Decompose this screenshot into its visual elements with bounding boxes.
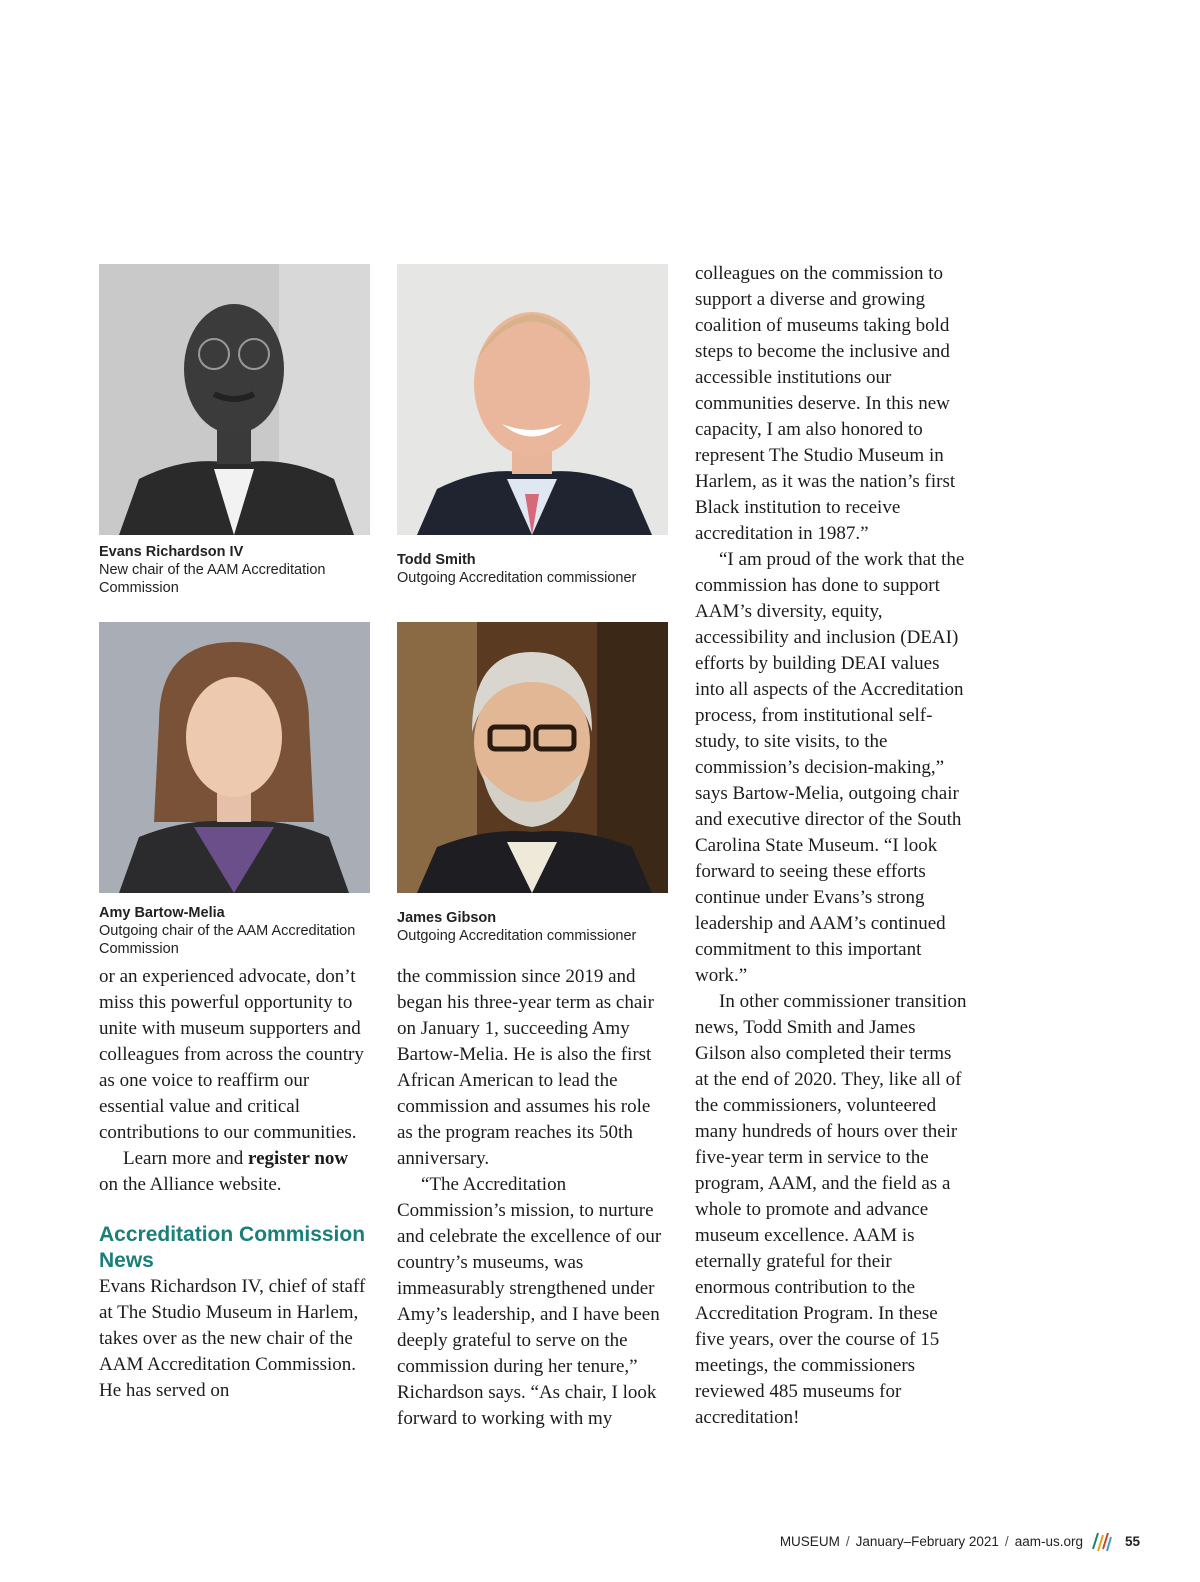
body-paragraph: “The Accreditation Commission’s mission, to nurture and celebrate the excellence of our country’s museums, was immeasurably strengthened under Amy’s leadership, and I have been deeply grateful to serve on the commission during her tenure,” Richardson says. “As chair, I look forward to working with my [397,1174,662,1429]
body-paragraph: In other commissioner transition news, Todd Smith and James Gilson also completed their terms at the end of 2020. They, like all of the commissioners, volunteered many hundreds of hours over their five-year term in service to the program, AAM, and the field as a whole to promote and advance museum excellence. AAM is eternally grateful for their enormous contribution to the Accreditation Program. In these five years, over the course of 15 meetings, the commissioners reviewed 485 museums for accreditation! [695,991,967,1428]
caption-role: Outgoing Accreditation commissioner [397,928,637,944]
caption-evans-richardson [99,543,374,597]
caption-amy-bartow-melia [99,904,374,958]
body-paragraph: or an experienced advocate, don’t miss this powerful opportunity to unite with museum supporters and colleagues from across the country as one voice to reaffirm our essential value and critical contributions to our communities. [99,966,364,1143]
body-paragraph: Evans Richardson IV, chief of staff at The Studio Museum in Harlem, takes over as the new chair of the AAM Accreditation Commission. He has served on [99,1276,366,1401]
portrait-image [397,622,668,893]
body-column-2 [397,964,669,1432]
portrait-image [99,264,370,535]
footer-separator: / [1004,1533,1009,1549]
text-run: Learn more and [123,1148,249,1169]
caption-role: Outgoing chair of the AAM Accreditation Commission [99,923,356,957]
register-now-link[interactable]: register now [248,1148,349,1169]
page-footer [720,1529,1140,1553]
photo-amy-bartow-melia [99,622,370,893]
photo-evans-richardson [99,264,370,535]
body-paragraph: the commission since 2019 and began his three-year term as chair on January 1, succeeding Amy Bartow-Melia. He is also the first African American to lead the commission and assumes his role as the program reaches its 50th anniversary. [397,966,654,1169]
photo-james-gibson [397,622,668,893]
aam-logo-icon [1089,1529,1113,1553]
portrait-image [99,622,370,893]
footer-separator: / [845,1533,850,1549]
photo-todd-smith [397,264,668,535]
issue-date: January–February 2021 [855,1533,999,1549]
body-paragraph [99,1146,371,1198]
caption-role: New chair of the AAM Accreditation Commission [99,562,326,596]
text-run: on the Alliance website. [99,1174,282,1195]
section-heading: Accreditation Commission News [99,1223,366,1272]
caption-todd-smith [397,551,672,587]
body-column-3 [695,261,967,1431]
caption-name: James Gibson [397,910,497,926]
caption-name: Evans Richardson IV [99,544,244,560]
body-paragraph: “I am proud of the work that the commission has done to support AAM’s diversity, equity, accessibility and inclusion (DEAI) efforts by building DEAI values into all aspects of the Accreditation process, from institutional self-study, to site visits, to the commission’s decision-making,” says Bartow-Melia, outgoing chair and executive director of the South Carolina State Museum. “I look forward to seeing these efforts continue under Evans’s strong leadership and AAM’s continued commitment to this important work.” [695,549,965,986]
page-number: 55 [1124,1533,1140,1549]
caption-name: Todd Smith [397,552,476,568]
magazine-name: MUSEUM [779,1533,840,1549]
caption-role: Outgoing Accreditation commissioner [397,570,637,586]
body-column-1 [99,964,371,1404]
body-paragraph: colleagues on the commission to support a diverse and growing coalition of museums taking bold steps to become the inclusive and accessible institutions our communities deserve. In this new capacity, I am also honored to represent The Studio Museum in Harlem, as it was the nation’s first Black institution to receive accreditation in 1987.” [695,263,956,544]
site-url: aam-us.org [1014,1533,1083,1549]
caption-name: Amy Bartow-Melia [99,905,225,921]
portrait-image [397,264,668,535]
caption-james-gibson [397,909,672,945]
